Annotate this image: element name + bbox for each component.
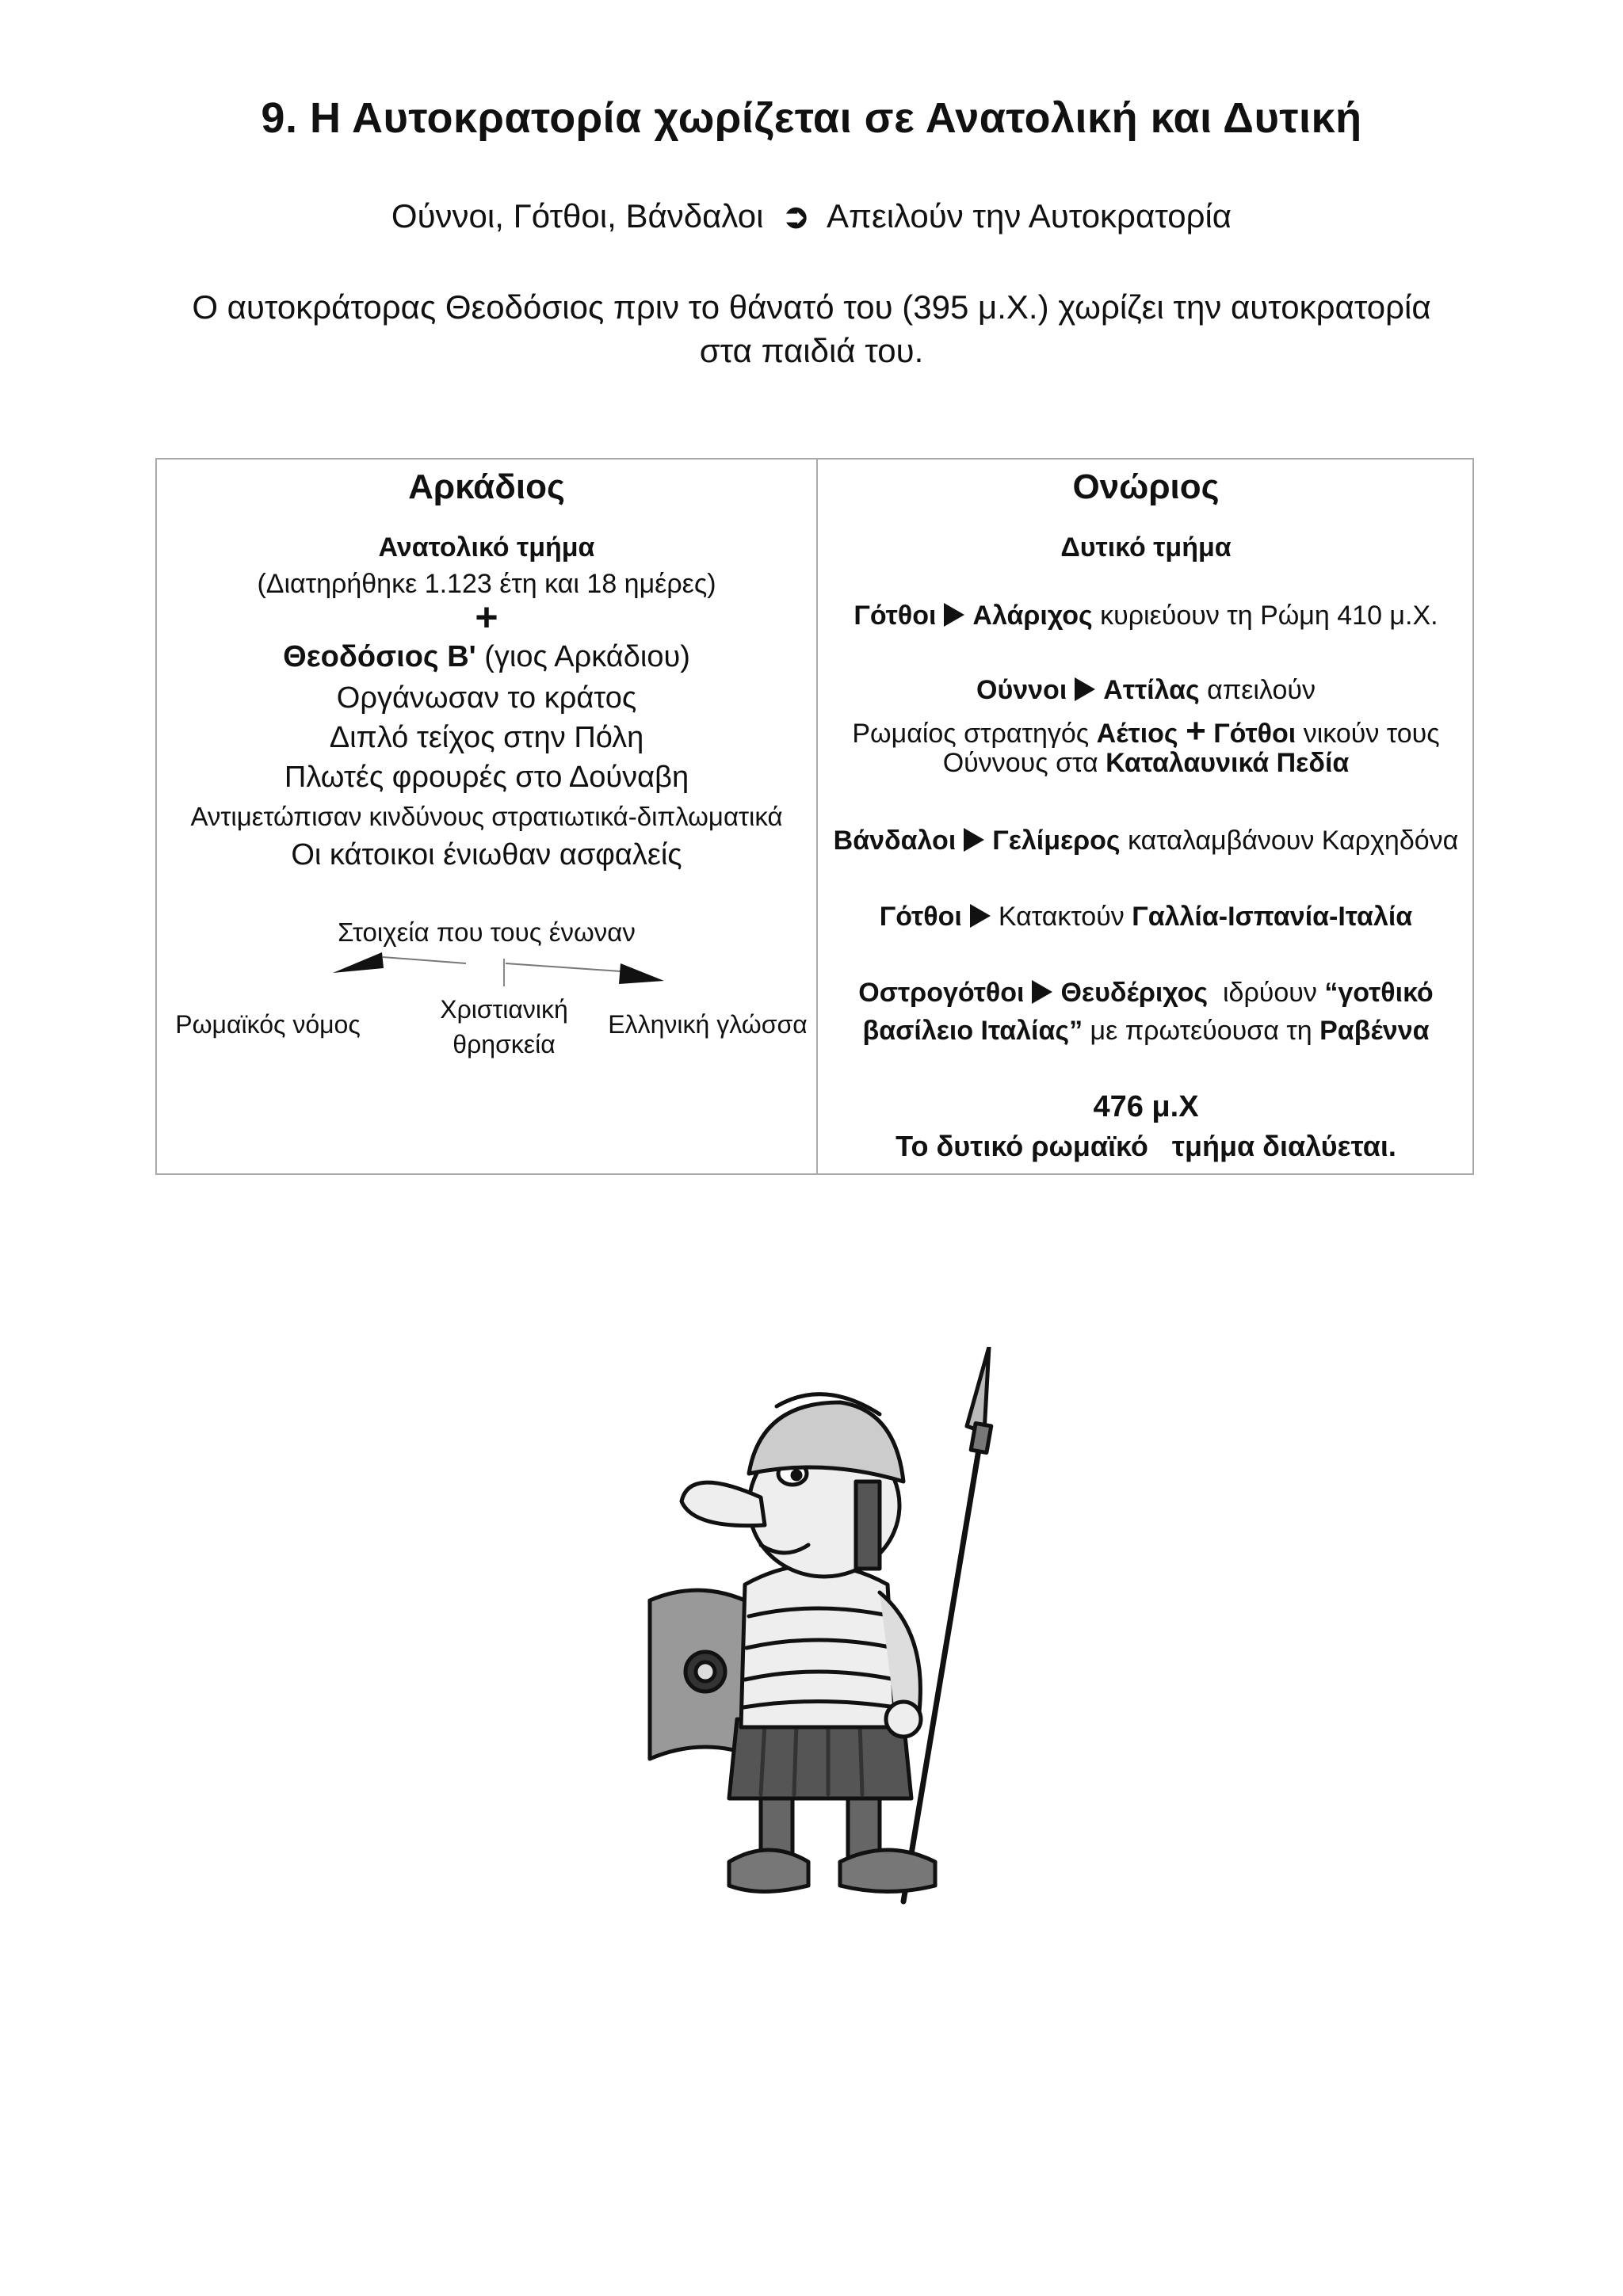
east-duration: (Διατηρήθηκε 1.123 έτη και 18 ημέρες): [257, 569, 716, 599]
honorius-heading: Ονώριος: [1072, 467, 1220, 506]
empire-table: [155, 458, 1474, 1175]
arcadius-heading: Αρκάδιος: [408, 467, 565, 506]
east-fact: Οργάνωσαν το κράτος: [336, 681, 637, 715]
event-kingdom: “γοτθικό: [1324, 978, 1434, 1008]
event-text: Ούννους στα: [942, 748, 1106, 778]
unite-item: Ρωμαϊκός νόμος: [175, 1010, 361, 1039]
plus-icon: +: [1186, 711, 1206, 750]
event-text: Ρωμαίος στρατηγός: [852, 719, 1097, 749]
event-text: κυριεύουν τη Ρώμη 410 μ.Χ.: [1092, 601, 1438, 631]
unite-arrows: [157, 460, 816, 1177]
east-subheading: Ανατολικό τμήμα: [378, 532, 595, 563]
right-sandal: [840, 1850, 935, 1892]
east-column: [157, 460, 816, 1173]
event-text: Κατακτούν: [998, 902, 1132, 932]
plus-icon: +: [475, 595, 498, 639]
west-subheading: Δυτικό τμήμα: [1060, 532, 1232, 563]
event-leader: Θευδέριχος: [1060, 978, 1209, 1008]
spear-head: [967, 1347, 989, 1432]
triangle-right-icon: [1032, 980, 1052, 1004]
triangle-right-icon: [964, 828, 984, 852]
event-ostrogoths: [818, 978, 1474, 1009]
threat-left: Ούννοι, Γότθοι, Βάνδαλοι: [391, 197, 764, 235]
west-column: [818, 460, 1474, 1173]
event-people: Βάνδαλοι: [833, 826, 957, 856]
right-arrow-line: [506, 963, 621, 971]
unite-item: Ελληνική γλώσσα: [608, 1010, 808, 1039]
event-goths: [818, 601, 1474, 631]
hand: [886, 1702, 921, 1737]
event-text: νικούν τους: [1296, 719, 1440, 749]
triangle-right-icon: [1075, 677, 1095, 701]
end-year: 476 μ.Χ: [1093, 1090, 1199, 1123]
event-text: ιδρύουν: [1208, 978, 1325, 1008]
unite-label: Στοιχεία που τους ένωναν: [338, 917, 636, 947]
roman-soldier-illustration: [618, 1347, 999, 1917]
event-people: Γότθοι: [1213, 719, 1296, 749]
cheek-guard: [856, 1482, 880, 1569]
event-huns: [818, 675, 1474, 706]
event-text: απειλούν: [1199, 675, 1316, 705]
threat-line: [0, 196, 1623, 235]
event-huns-line3: [818, 748, 1474, 779]
event-place: Γαλλία-Ισπανία-Ιταλία: [1132, 902, 1413, 932]
right-arrow-head: [619, 963, 664, 984]
event-kingdom: βασίλειο Ιταλίας”: [862, 1016, 1083, 1046]
event-leader: Αττίλας: [1103, 675, 1200, 705]
event-people: Ούννοι: [976, 675, 1067, 705]
successor-note: (γιος Αρκάδιου): [475, 640, 690, 673]
successor-name: Θεοδόσιος Β': [283, 640, 476, 673]
east-fact: Οι κάτοικοι ένιωθαν ασφαλείς: [291, 838, 682, 871]
event-place: Ραβέννα: [1319, 1016, 1430, 1046]
east-fact: Διπλό τείχος στην Πόλη: [329, 721, 644, 754]
skirt: [729, 1719, 911, 1798]
event-people: Γότθοι: [879, 902, 962, 932]
division-text: Ο αυτοκράτορας Θεοδόσιος πριν το θάνατό του (395 μ.Χ.) χωρίζει την αυτοκρατορία στα παιδιά του.: [192, 288, 1431, 369]
event-text: καταλαμβάνουν Καρχηδόνα: [1120, 826, 1459, 856]
triangle-right-icon: [944, 603, 964, 627]
event-people: Γότθοι: [854, 601, 937, 631]
arrow-right-circle-icon: ➲: [773, 197, 819, 235]
east-fact: Αντιμετώπισαν κινδύνους στρατιωτικά-διπλωματικά: [190, 802, 783, 831]
event-ostrogoths-line2: [818, 1016, 1474, 1047]
event-place: Καταλαυνικά Πεδία: [1106, 748, 1350, 778]
event-huns-line2: [818, 711, 1474, 751]
event-leader: Αέτιος: [1096, 719, 1178, 749]
east-fact: Πλωτές φρουρές στο Δούναβη: [284, 761, 689, 794]
left-arrow-head: [333, 952, 384, 973]
event-vandals: [818, 826, 1474, 856]
event-text: με πρωτεύουσα τη: [1083, 1016, 1320, 1046]
end-text: Το δυτικό ρωμαϊκό τμήμα διαλύεται.: [896, 1130, 1396, 1162]
triangle-right-icon: [970, 904, 991, 928]
event-people: Οστρογότθοι: [858, 978, 1025, 1008]
page-title: 9. Η Αυτοκρατορία χωρίζεται σε Ανατολική και Δυτική: [261, 94, 1362, 142]
left-sandal: [729, 1850, 808, 1892]
threat-right: Απειλούν την Αυτοκρατορία: [827, 197, 1232, 235]
event-leader: Γελίμερος: [992, 826, 1121, 856]
unite-item: Χριστιανική θρησκεία: [440, 995, 568, 1058]
left-arrow-line: [383, 957, 466, 963]
event-leader: Αλάριχος: [972, 601, 1093, 631]
event-goths-conquer: [818, 902, 1474, 933]
